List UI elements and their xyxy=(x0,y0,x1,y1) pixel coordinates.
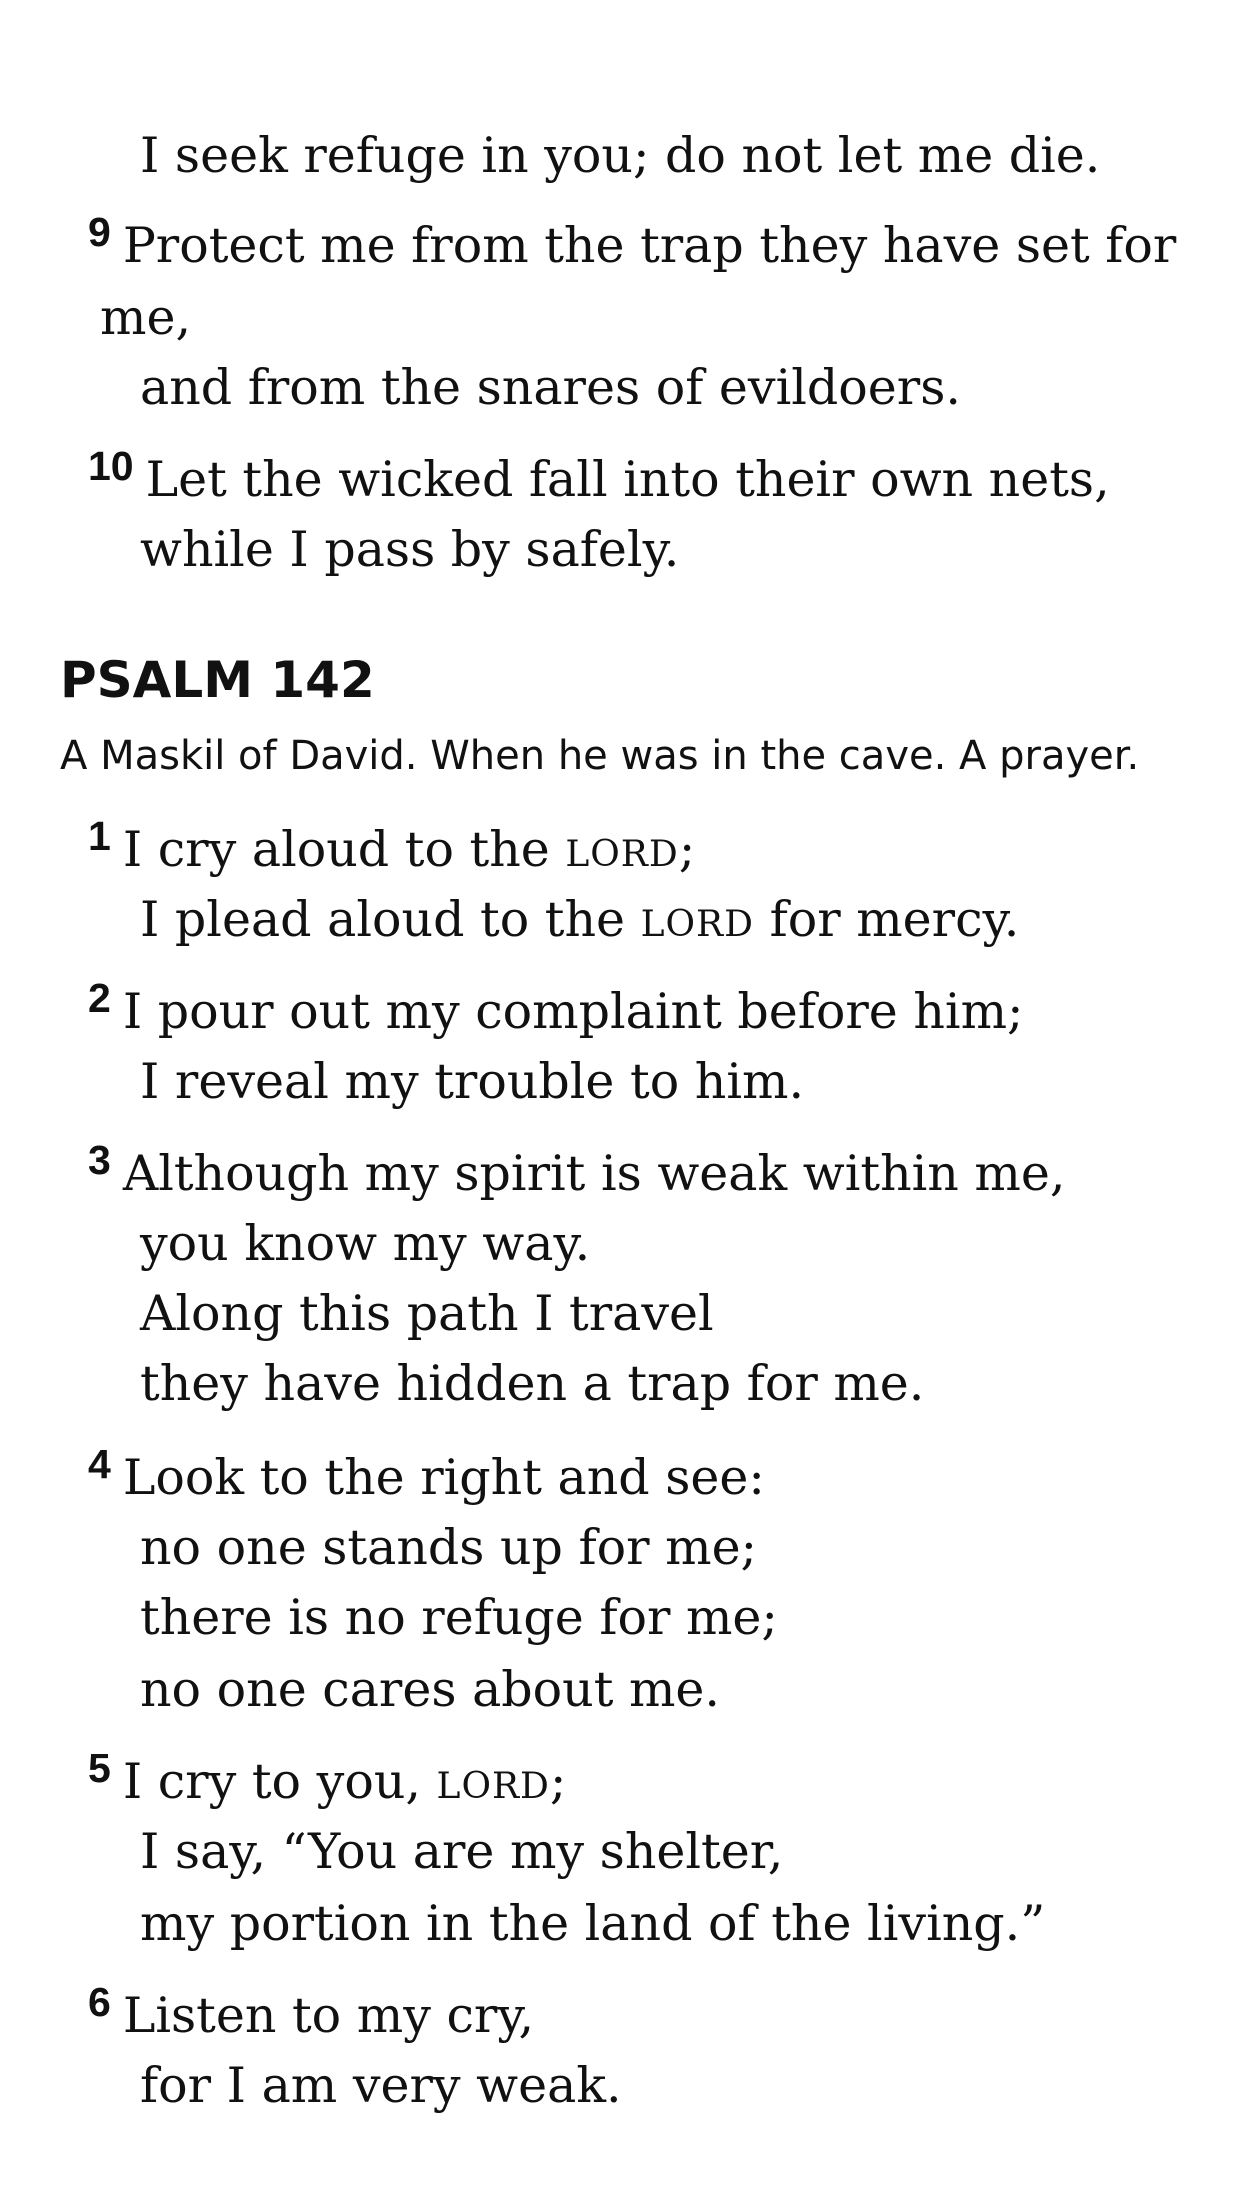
verse-6 xyxy=(88,1979,535,2048)
verse-9 xyxy=(88,209,1177,278)
verse-text: for mercy. xyxy=(754,891,1020,948)
verse-text: there is no refuge for me; xyxy=(140,1589,778,1646)
verse-1 xyxy=(88,813,696,885)
verse-number: 4 xyxy=(88,1441,111,1487)
verse-text: I plead aloud to the xyxy=(140,891,641,948)
verse-text: ; xyxy=(678,821,696,878)
verse-text: Listen to my cry, xyxy=(122,1987,535,2044)
verse-line xyxy=(140,1052,804,1112)
verse-number: 5 xyxy=(88,1745,111,1791)
divine-name: LORD xyxy=(436,1766,550,1807)
verse-line xyxy=(140,126,1100,186)
verse-line xyxy=(140,1214,590,1274)
verse-text: for I am very weak. xyxy=(140,2057,622,2114)
verse-5 xyxy=(88,1745,567,1817)
verse-text: I reveal my trouble to him. xyxy=(140,1053,805,1110)
verse-text: no one stands up for me; xyxy=(140,1519,758,1576)
verse-text: I pour out my complaint before him; xyxy=(122,983,1024,1040)
divine-name: LORD xyxy=(640,904,754,945)
verse-text: Look to the right and see: xyxy=(122,1449,765,1506)
verse-line xyxy=(140,1894,1045,1954)
verse-line xyxy=(140,890,1019,955)
verse-text: Let the wicked fall into their own nets, xyxy=(145,451,1110,508)
verse-text: I say, “You are my shelter, xyxy=(140,1823,784,1880)
verse-number: 1 xyxy=(88,813,111,859)
verse-text: Along this path I travel xyxy=(140,1285,714,1342)
verse-text: and from the snares of evildoers. xyxy=(140,359,961,416)
verse-text: no one cares about me. xyxy=(140,1661,721,1718)
verse-text: while I pass by safely. xyxy=(140,521,680,578)
psalm-superscription: A Maskil of David. When he was in the cave. A prayer. xyxy=(60,733,1140,779)
verse-text: I seek refuge in you; do not let me die. xyxy=(140,127,1101,184)
verse-number: 3 xyxy=(88,1137,111,1183)
verse-text: Although my spirit is weak within me, xyxy=(122,1145,1066,1202)
verse-line xyxy=(140,1518,757,1578)
verse-line xyxy=(100,288,191,348)
verse-number: 2 xyxy=(88,975,111,1021)
verse-line xyxy=(140,1284,714,1344)
verse-10 xyxy=(88,443,1110,512)
verse-text: my portion in the land of the living.” xyxy=(140,1895,1046,1952)
verse-line xyxy=(140,1822,783,1882)
verse-text: I cry aloud to the xyxy=(122,821,566,878)
verse-line xyxy=(140,520,679,580)
verse-number: 9 xyxy=(88,209,111,255)
verse-line xyxy=(140,2056,622,2116)
verse-3 xyxy=(88,1137,1066,1206)
verse-text: they have hidden a trap for me. xyxy=(140,1355,925,1412)
verse-text: Protect me from the trap they have set for xyxy=(122,217,1177,274)
verse-text: me, xyxy=(100,289,192,346)
verse-number: 6 xyxy=(88,1979,111,2025)
verse-line xyxy=(140,1588,778,1648)
verse-4 xyxy=(88,1441,765,1510)
psalm-heading: PSALM 142 xyxy=(60,651,375,709)
verse-number: 10 xyxy=(88,443,134,489)
verse-text: ; xyxy=(549,1753,567,1810)
verse-line xyxy=(140,1660,720,1720)
divine-name: LORD xyxy=(565,834,679,875)
verse-text: I cry to you, xyxy=(122,1753,437,1810)
verse-line xyxy=(140,358,961,418)
verse-line xyxy=(140,1354,924,1414)
verse-2 xyxy=(88,975,1024,1044)
verse-text: you know my way. xyxy=(140,1215,591,1272)
